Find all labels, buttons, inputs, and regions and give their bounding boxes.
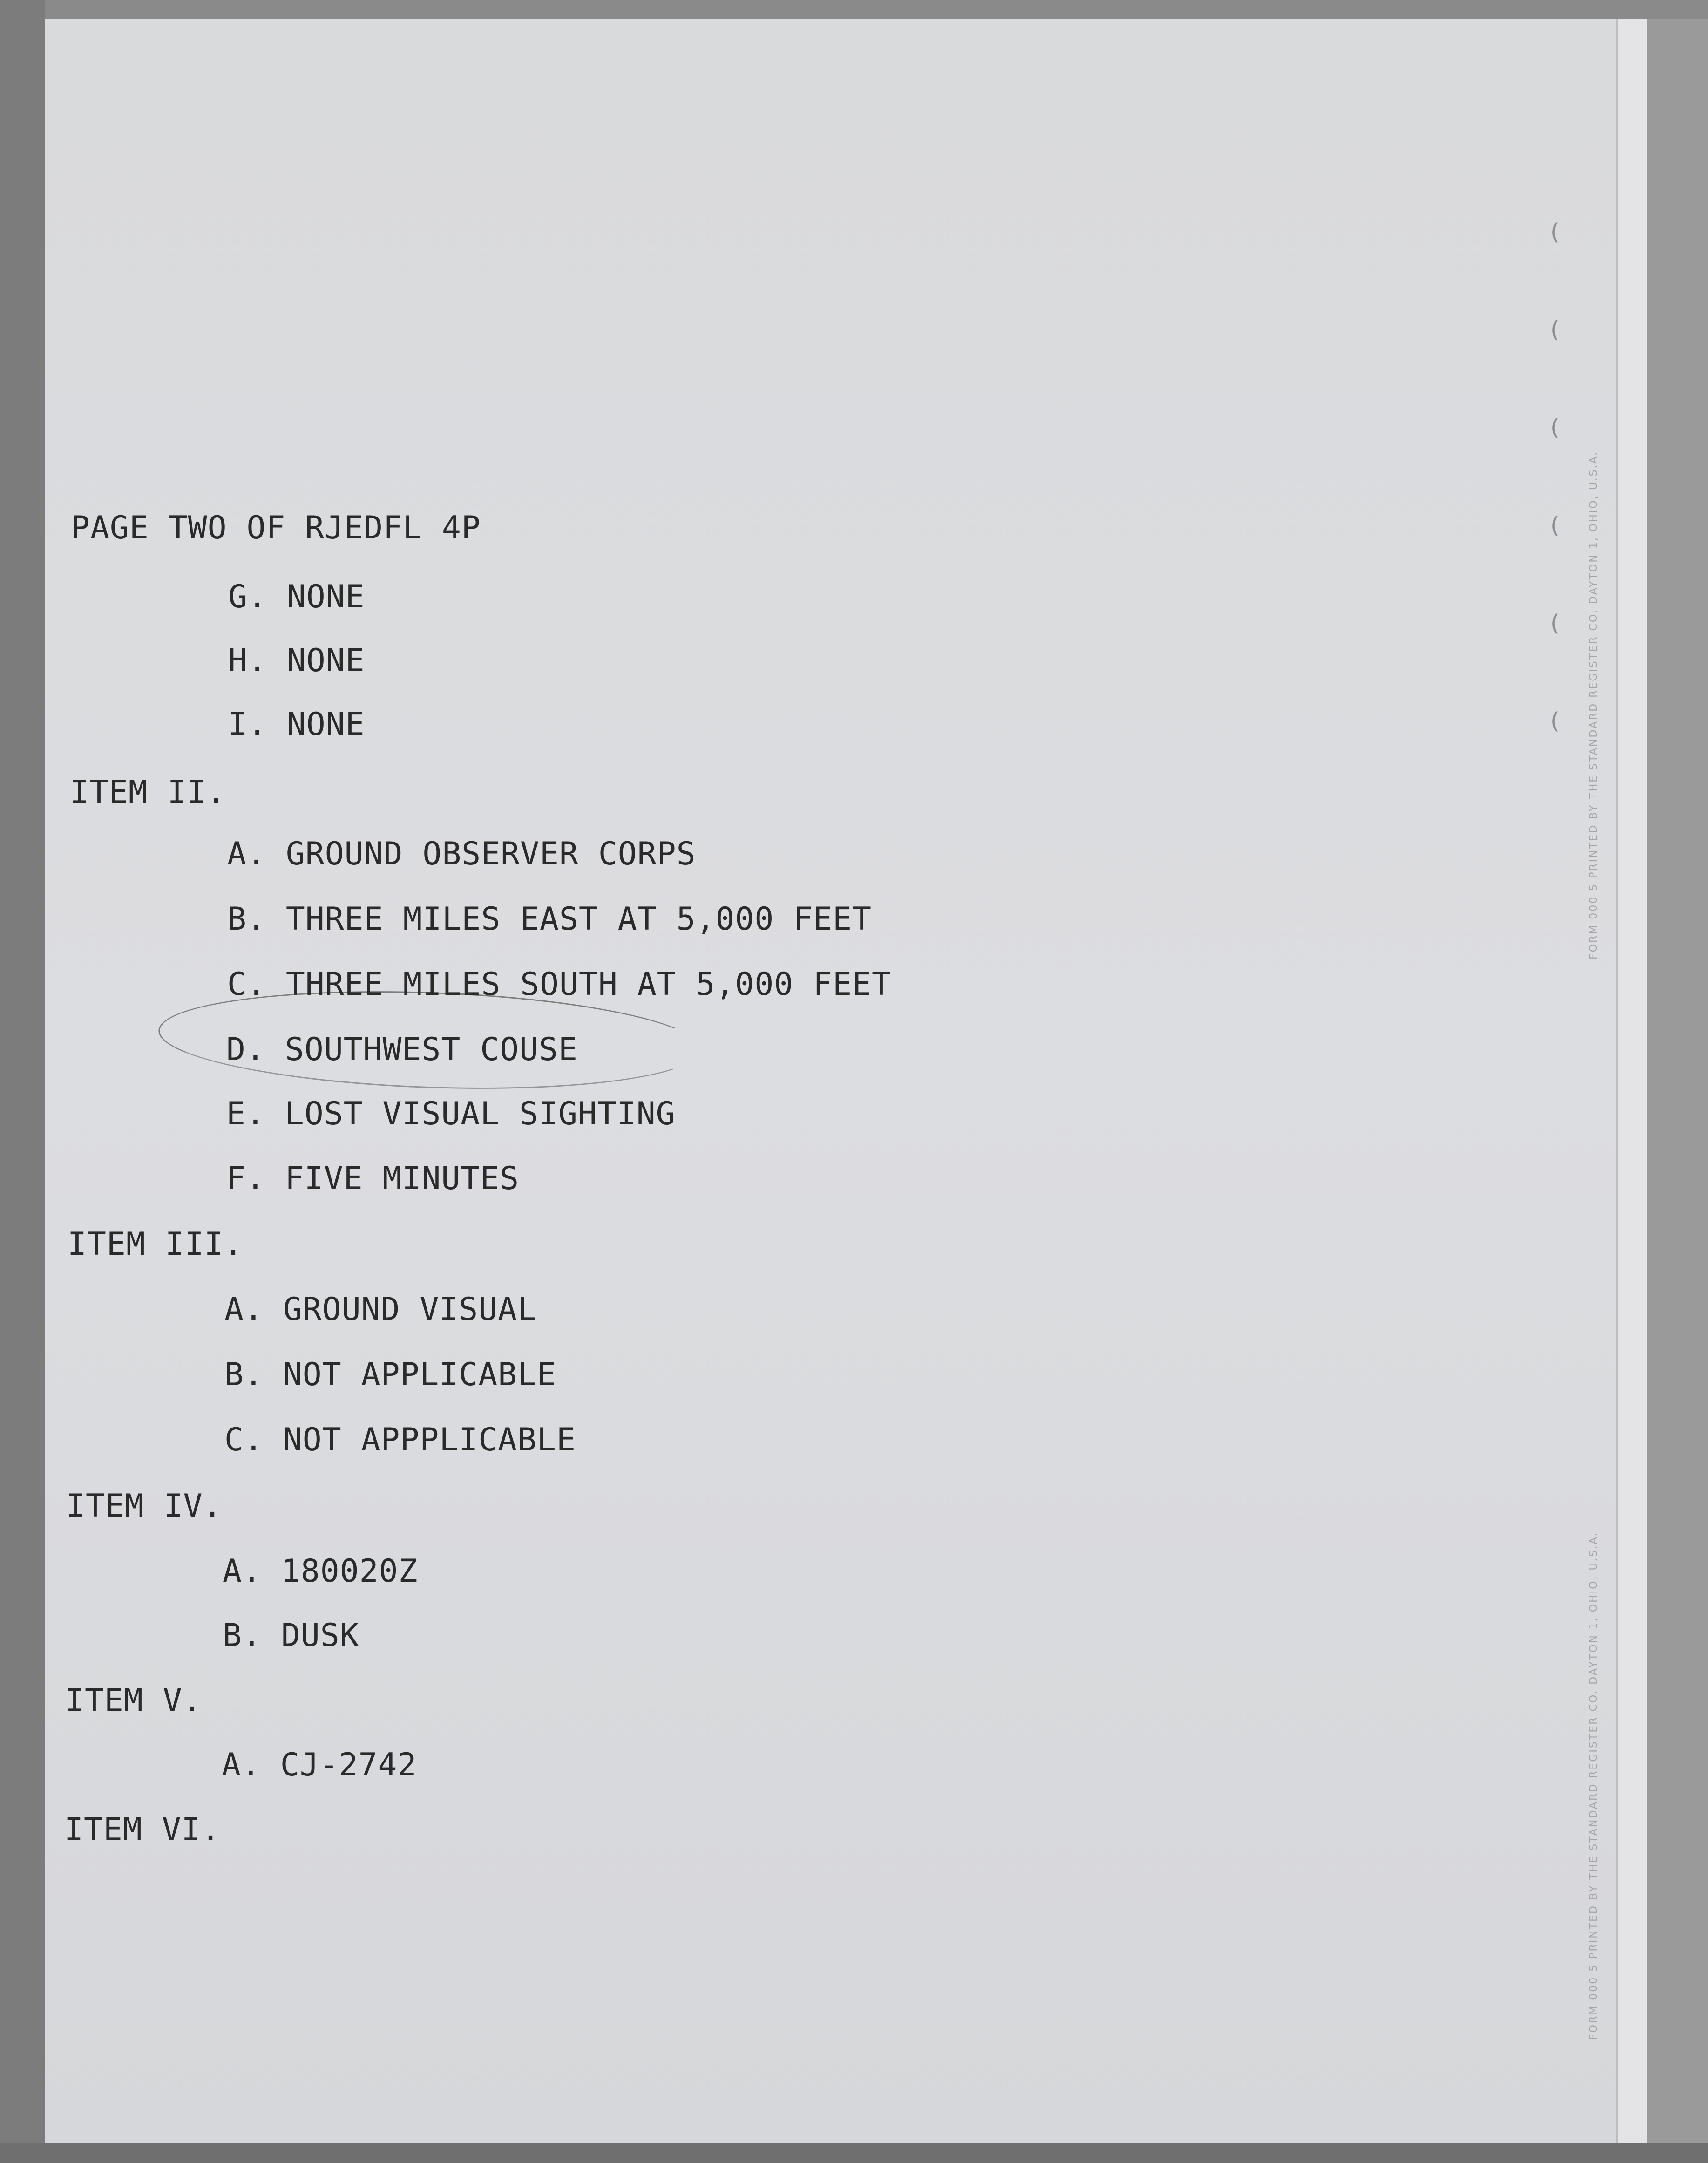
scan-right-edge	[1647, 19, 1708, 2163]
item-vi-heading: ITEM VI.	[64, 1811, 221, 1848]
page-header: PAGE TWO OF RJEDFL 4P	[71, 510, 481, 546]
margin-mark: (	[1551, 512, 1559, 538]
item-ii-c: C. THREE MILES SOUTH AT 5,000 FEET	[227, 966, 891, 1003]
line-i: I. NONE	[228, 706, 365, 743]
scan-top-edge	[0, 0, 1708, 19]
margin-mark: (	[1551, 415, 1559, 441]
line-g: G. NONE	[228, 578, 365, 615]
line-h: H. NONE	[228, 642, 365, 679]
item-iv-heading: ITEM IV.	[66, 1488, 223, 1524]
scan-left-edge	[0, 0, 45, 2163]
margin-mark: (	[1551, 219, 1559, 245]
item-ii-e: E. LOST VISUAL SIGHTING	[226, 1095, 676, 1132]
item-ii-f: F. FIVE MINUTES	[226, 1160, 520, 1197]
item-v-a: A. CJ-2742	[222, 1747, 417, 1783]
item-ii-d: D. SOUTHWEST COUSE	[226, 1031, 578, 1068]
form-margin-print: FORM 000 5 PRINTED BY THE STANDARD REGISTER CO. DAYTON 1, OHIO, U.S.A.	[1588, 450, 1600, 959]
item-iv-a: A. 180020Z	[223, 1553, 418, 1590]
item-iii-heading: ITEM III.	[68, 1226, 244, 1263]
item-ii-b: B. THREE MILES EAST AT 5,000 FEET	[227, 901, 872, 938]
form-margin-print: FORM 000 5 PRINTED BY THE STANDARD REGISTER CO. DAYTON 1, OHIO, U.S.A.	[1588, 1531, 1600, 2040]
margin-mark: (	[1551, 708, 1559, 734]
margin-mark: (	[1551, 317, 1559, 343]
scan-bottom-edge	[0, 2143, 1708, 2163]
item-iii-c: C. NOT APPPLICABLE	[224, 1422, 576, 1458]
item-v-heading: ITEM V.	[65, 1682, 202, 1719]
form-margin-strip	[1616, 19, 1648, 2143]
item-iii-a: A. GROUND VISUAL	[224, 1291, 537, 1328]
item-iv-b: B. DUSK	[223, 1617, 359, 1654]
item-ii-heading: ITEM II.	[70, 774, 226, 811]
document-page	[45, 19, 1647, 2143]
item-ii-a: A. GROUND OBSERVER CORPS	[227, 836, 696, 872]
margin-mark: (	[1551, 610, 1559, 636]
item-iii-b: B. NOT APPLICABLE	[224, 1356, 556, 1393]
